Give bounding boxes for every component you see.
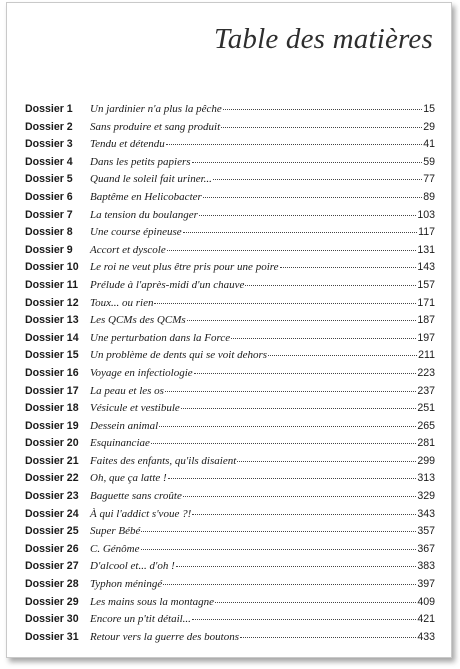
page-number: 299 — [417, 454, 435, 467]
dossier-label: Dossier 6 — [25, 190, 73, 203]
dossier-title: À qui l'addict s'voue ?! — [90, 507, 192, 520]
book-page — [6, 2, 452, 658]
dossier-title: Faites des enfants, qu'ils disaient — [90, 454, 237, 467]
page-number: 197 — [417, 331, 435, 344]
page-number: 77 — [423, 173, 435, 186]
dossier-label: Dossier 9 — [25, 243, 73, 256]
dossier-label: Dossier 17 — [25, 384, 79, 397]
dot-leader — [194, 373, 417, 374]
page-number: 421 — [417, 613, 435, 626]
dossier-label: Dossier 4 — [25, 155, 73, 168]
dossier-label: Dossier 25 — [25, 525, 79, 538]
toc-entry[interactable] — [25, 297, 435, 315]
dossier-title: Les QCMs des QCMs — [90, 314, 186, 327]
toc-entry[interactable] — [25, 332, 435, 350]
page-number: 397 — [417, 578, 435, 591]
dossier-label: Dossier 1 — [25, 103, 73, 115]
page-number: 59 — [423, 155, 435, 168]
dossier-label: Dossier 22 — [25, 472, 79, 485]
dossier-label: Dossier 27 — [25, 560, 79, 573]
dot-leader — [223, 109, 422, 110]
dossier-title: Un jardinier n'a plus la pêche — [90, 103, 222, 115]
page-number: 211 — [418, 349, 435, 362]
dossier-title: Prélude à l'après-midi d'un chauve — [90, 278, 245, 291]
dot-leader — [199, 215, 416, 216]
dossier-title: Les mains sous la montagne — [90, 595, 215, 608]
page-number: 367 — [417, 542, 435, 555]
dossier-label: Dossier 13 — [25, 314, 79, 327]
toc-entry[interactable] — [25, 402, 435, 420]
dossier-label: Dossier 18 — [25, 402, 79, 415]
dot-leader — [221, 127, 422, 128]
page-number: 29 — [423, 120, 435, 133]
page-number: 41 — [423, 138, 435, 151]
dossier-label: Dossier 7 — [25, 208, 73, 221]
toc-entry[interactable] — [25, 226, 435, 244]
dossier-label: Dossier 20 — [25, 437, 79, 450]
dossier-label: Dossier 21 — [25, 454, 79, 467]
page-number: 131 — [417, 243, 435, 256]
dossier-title: Oh, que ça latte ! — [90, 472, 167, 485]
dossier-label: Dossier 23 — [25, 490, 79, 503]
dossier-label: Dossier 5 — [25, 173, 73, 186]
table-of-contents — [25, 103, 435, 648]
dot-leader — [154, 303, 416, 304]
dot-leader — [181, 408, 417, 409]
dot-leader — [141, 549, 417, 550]
page-number: 143 — [417, 261, 435, 274]
dossier-title: Quand le soleil fait uriner... — [90, 173, 212, 186]
dot-leader — [176, 566, 417, 567]
toc-entry[interactable] — [25, 578, 435, 596]
toc-entry[interactable] — [25, 508, 435, 526]
dot-leader — [183, 496, 416, 497]
toc-entry[interactable] — [25, 385, 435, 403]
page-number: 357 — [417, 525, 435, 538]
dossier-label: Dossier 29 — [25, 595, 79, 608]
dossier-label: Dossier 2 — [25, 120, 73, 133]
page-number: 223 — [417, 366, 435, 379]
dot-leader — [163, 584, 416, 585]
dossier-title: Baguette sans croûte — [90, 490, 182, 503]
toc-entry[interactable] — [25, 103, 435, 121]
dot-leader — [237, 461, 416, 462]
page-number: 187 — [417, 314, 435, 327]
toc-entry[interactable] — [25, 596, 435, 614]
dot-leader — [187, 320, 417, 321]
dot-leader — [215, 602, 416, 603]
dot-leader — [231, 338, 416, 339]
dot-leader — [165, 391, 416, 392]
dot-leader — [192, 514, 416, 515]
dossier-label: Dossier 16 — [25, 366, 79, 379]
toc-entry[interactable] — [25, 525, 435, 543]
toc-entry[interactable] — [25, 560, 435, 578]
dot-leader — [141, 531, 416, 532]
dossier-label: Dossier 3 — [25, 138, 73, 151]
dot-leader — [213, 179, 422, 180]
page-number: 157 — [417, 278, 435, 291]
toc-entry[interactable] — [25, 279, 435, 297]
dossier-title: Tendu et détendu — [90, 138, 165, 151]
toc-entry[interactable] — [25, 472, 435, 490]
dossier-label: Dossier 15 — [25, 349, 79, 362]
dossier-title: Sans produire et sang produit — [90, 120, 221, 133]
dossier-title: La peau et les os — [90, 384, 164, 397]
toc-entry[interactable] — [25, 244, 435, 262]
dot-leader — [183, 232, 417, 233]
dossier-label: Dossier 19 — [25, 419, 79, 432]
toc-entry[interactable] — [25, 121, 435, 139]
dossier-label: Dossier 8 — [25, 226, 73, 239]
page-title: Table des matières — [214, 23, 433, 55]
dossier-label: Dossier 28 — [25, 578, 79, 591]
dot-leader — [203, 197, 422, 198]
dossier-title: Esquinanciae — [90, 437, 150, 450]
dossier-label: Dossier 12 — [25, 296, 79, 309]
page-number: 15 — [423, 103, 435, 115]
dossier-title: Le roi ne veut plus être pris pour une poire — [90, 261, 279, 274]
toc-entry[interactable] — [25, 437, 435, 455]
page-number: 117 — [418, 226, 435, 239]
toc-entry[interactable] — [25, 349, 435, 367]
page-number: 237 — [417, 384, 435, 397]
page-number: 383 — [417, 560, 435, 573]
page-number: 409 — [417, 595, 435, 608]
dossier-title: D'alcool et... d'oh ! — [90, 560, 175, 573]
dossier-title: Encore un p'tit détail... — [90, 613, 191, 626]
toc-entry[interactable] — [25, 191, 435, 209]
page-number: 433 — [417, 630, 435, 643]
dot-leader — [240, 637, 416, 638]
dossier-title: Toux... ou rien — [90, 296, 154, 309]
toc-entry[interactable] — [25, 367, 435, 385]
toc-entry[interactable] — [25, 209, 435, 227]
page-number: 251 — [417, 402, 435, 415]
page-number: 281 — [417, 437, 435, 450]
toc-entry[interactable] — [25, 543, 435, 561]
dot-leader — [167, 250, 417, 251]
dossier-title: Une perturbation dans la Force — [90, 331, 231, 344]
page-number: 329 — [417, 490, 435, 503]
page-number: 89 — [423, 190, 435, 203]
dossier-title: Vésicule et vestibule — [90, 402, 180, 415]
toc-entry[interactable] — [25, 490, 435, 508]
dossier-title: Dans les petits papiers — [90, 155, 191, 168]
toc-entry[interactable] — [25, 420, 435, 438]
dossier-label: Dossier 31 — [25, 630, 79, 643]
dot-leader — [268, 355, 417, 356]
dossier-title: Accort et dyscole — [90, 243, 166, 256]
dossier-label: Dossier 24 — [25, 507, 79, 520]
toc-entry[interactable] — [25, 173, 435, 191]
page-number: 313 — [417, 472, 435, 485]
dossier-title: Un problème de dents qui se voit dehors — [90, 349, 268, 362]
dossier-title: C. Génôme — [90, 542, 140, 555]
page-number: 103 — [417, 208, 435, 221]
dot-leader — [192, 162, 423, 163]
dot-leader — [280, 267, 417, 268]
page-number: 265 — [417, 419, 435, 432]
toc-entry[interactable] — [25, 613, 435, 631]
toc-entry[interactable] — [25, 261, 435, 279]
dossier-title: Baptême en Helicobacter — [90, 190, 202, 203]
page-number: 343 — [417, 507, 435, 520]
dot-leader — [168, 478, 417, 479]
toc-entry[interactable] — [25, 455, 435, 473]
dossier-title: Super Bébé — [90, 525, 141, 538]
dossier-title: Retour vers la guerre des boutons — [90, 630, 239, 643]
dot-leader — [159, 426, 416, 427]
dossier-label: Dossier 14 — [25, 331, 79, 344]
toc-entry[interactable] — [25, 631, 435, 649]
page-number: 171 — [417, 296, 435, 309]
dossier-label: Dossier 11 — [25, 278, 79, 291]
dot-leader — [151, 443, 416, 444]
toc-entry[interactable] — [25, 314, 435, 332]
dot-leader — [245, 285, 416, 286]
dossier-label: Dossier 10 — [25, 261, 79, 274]
toc-entry[interactable] — [25, 156, 435, 174]
dossier-title: Une course épineuse — [90, 226, 182, 239]
dot-leader — [192, 619, 416, 620]
dossier-title: La tension du boulanger — [90, 208, 198, 221]
dossier-title: Voyage en infectiologie — [90, 366, 193, 379]
dossier-title: Typhon méningé — [90, 578, 163, 591]
dossier-label: Dossier 26 — [25, 542, 79, 555]
dot-leader — [166, 144, 422, 145]
dossier-title: Dessein animal — [90, 419, 159, 432]
toc-entry[interactable] — [25, 138, 435, 156]
dossier-label: Dossier 30 — [25, 613, 79, 626]
